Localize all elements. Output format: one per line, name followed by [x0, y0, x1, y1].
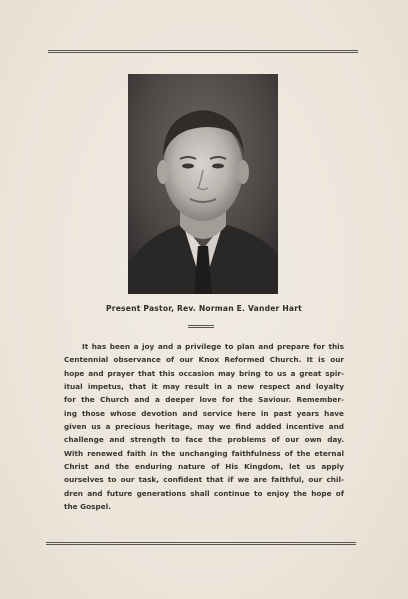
message-line: ourselves to our task, confident that if we are faithful, our chil-	[64, 475, 344, 485]
message-line: dren and future generations shall continue to enjoy the hope of	[64, 488, 344, 498]
caption-divider	[188, 325, 214, 328]
portrait-image	[128, 74, 278, 294]
message-line: It has been a joy and a privilege to plan and prepare for this	[82, 342, 344, 351]
message-line: With renewed faith in the unchanging faithfulness of the eternal	[64, 448, 344, 458]
message-line: itual impetus, that it may result in a new respect and loyalty	[64, 382, 344, 392]
message-paragraph	[64, 340, 344, 513]
message-line: for the Church and a deeper love for the Saviour. Remember-	[64, 395, 344, 405]
top-double-rule	[48, 50, 358, 53]
message-line: the Gospel.	[64, 502, 111, 512]
message-line: ing those whose devotion and service here in past years have	[64, 408, 344, 418]
bottom-double-rule	[46, 542, 356, 545]
message-line: given us a precious heritage, may we find added incentive and	[64, 422, 344, 432]
message-line: challenge and strength to face the problems of our own day.	[64, 435, 344, 445]
message-line: Centennial observance of our Knox Reformed Church. It is our	[64, 355, 344, 365]
message-line: hope and prayer that this occasion may bring to us a great spir-	[64, 368, 344, 378]
photo-caption: Present Pastor, Rev. Norman E. Vander Hart	[105, 304, 303, 313]
message-line: Christ and the enduring nature of His Kingdom, let us apply	[64, 462, 344, 472]
pastor-portrait-photo	[128, 74, 278, 294]
